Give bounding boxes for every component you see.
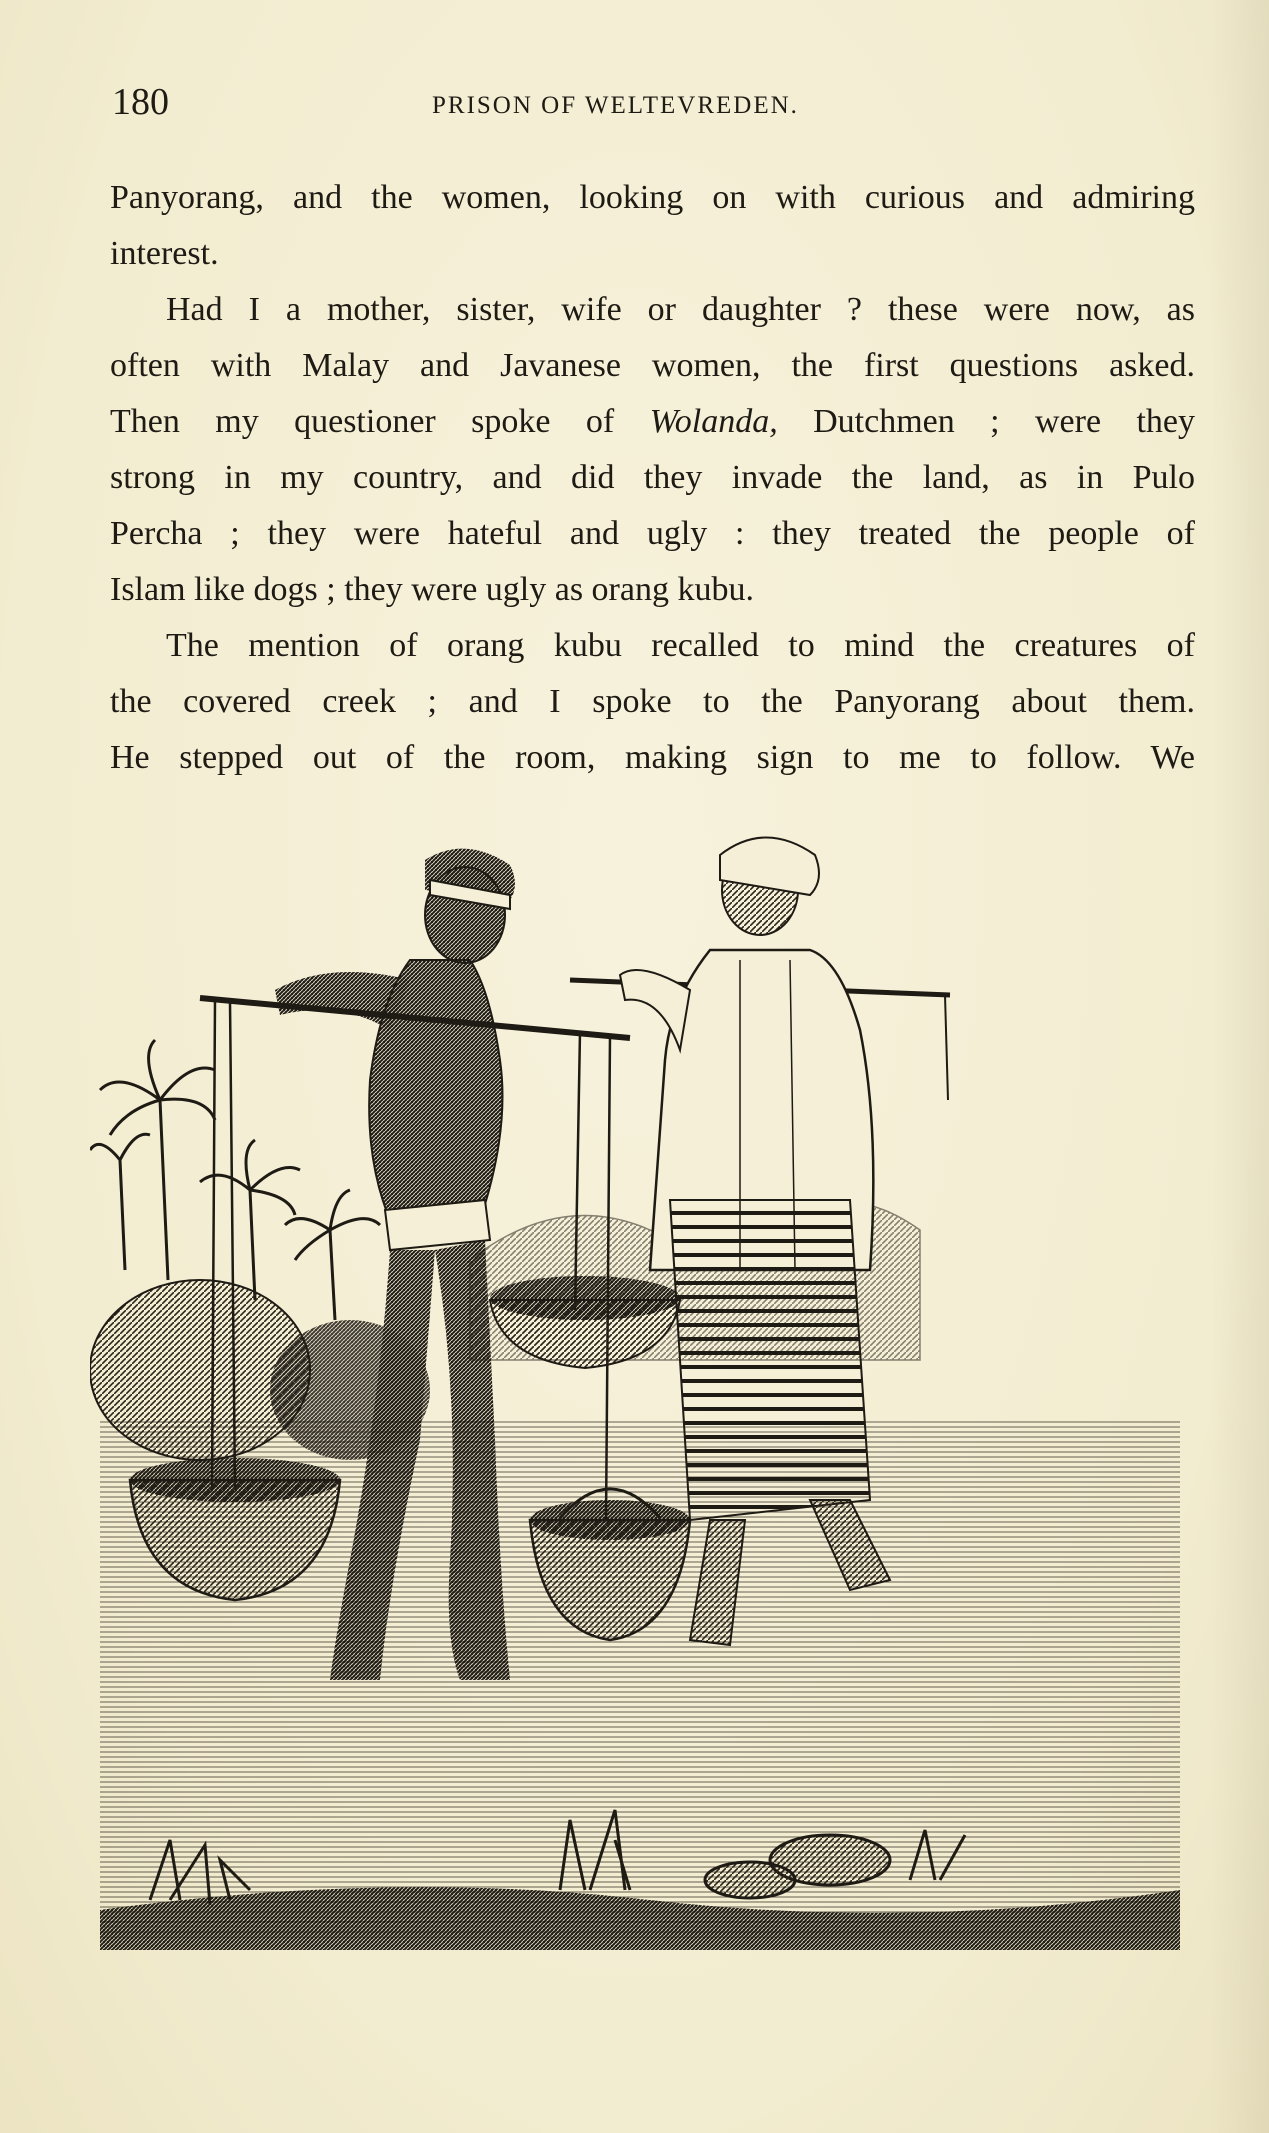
text-line: Percha ; they were hateful and ugly : they treated the people of [110, 515, 1195, 552]
page-header [112, 80, 1192, 130]
text-line: often with Malay and Javanese women, the first questions asked. [110, 347, 1195, 384]
text-line: Panyorang, and the women, looking on with curious and admiring [110, 179, 1195, 216]
text-line: The mention of orang kubu recalled to mind the creatures of [166, 627, 1195, 664]
text-line: He stepped out of the room, making sign to me to follow. We [110, 739, 1195, 776]
text-segment: Then my questioner spoke of [110, 403, 650, 440]
page-edge-shadow [1209, 0, 1269, 2133]
palm-trees [90, 1040, 380, 1320]
running-title: PRISON OF WELTEVREDEN. [432, 92, 799, 119]
body-text [110, 170, 1195, 786]
engraving-illustration [90, 800, 1190, 1950]
text-segment: Dutchmen ; were they [777, 403, 1196, 440]
engraving-svg [90, 800, 1190, 1950]
text-line: interest. [110, 235, 219, 272]
italic-term: Wolanda, [649, 403, 778, 440]
text-line [110, 394, 1195, 450]
page-number: 180 [112, 81, 169, 123]
text-line: Islam like dogs ; they were ugly as orang kubu. [110, 571, 754, 608]
text-line: the covered creek ; and I spoke to the Panyorang about them. [110, 683, 1195, 720]
text-line: strong in my country, and did they invade the land, as in Pulo [110, 459, 1195, 496]
text-line: Had I a mother, sister, wife or daughter ? these were now, as [166, 291, 1195, 328]
